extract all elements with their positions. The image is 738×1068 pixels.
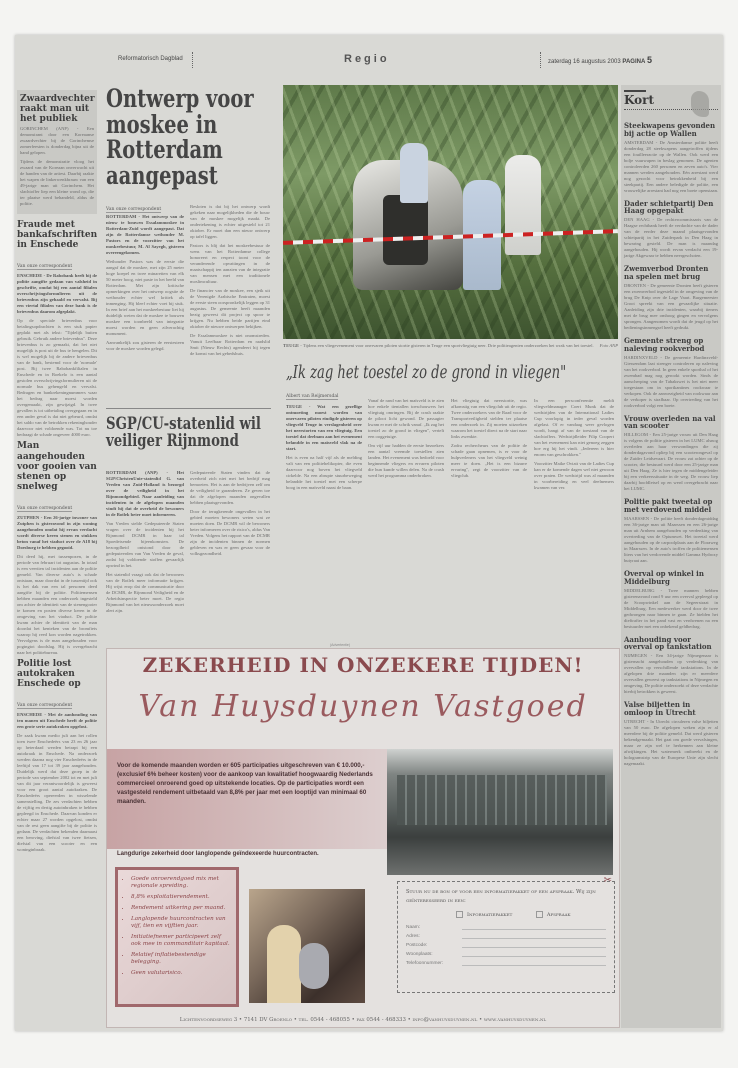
ad-intro: [107, 749, 391, 849]
benefit-item: • 8,8% exploitatierendement.: [131, 894, 232, 901]
child-figure: [299, 943, 329, 989]
article-lead: ROTTERDAM - Het ontwerp van de nieuw te bouwen Essalammoskee in Rotterdam-Zuid wordt aangepast. Dat zijn de Rotterdamse wethouder M. Pastors en de voorzitter van het moskeebestuur, M. Al Sayegh, gisteren overeengekomen.: [106, 214, 184, 255]
quote-col-2: [368, 398, 444, 642]
checkbox-afspraak[interactable]: [536, 912, 571, 918]
field-label: Postcode:: [406, 943, 428, 948]
family-photo: [249, 889, 365, 1003]
netherlands-map-icon: [691, 91, 709, 117]
item-title: Politie pakt tweetal op met verdovend middel: [624, 497, 713, 515]
scissors-icon: ✂: [603, 875, 612, 886]
benefit-item: • Geen valutarisico.: [131, 970, 232, 977]
caption-place: TEUGE: [283, 343, 300, 348]
article-lead: ENSCHEDE - De Rabobank heeft bij de politie aangifte gedaan van valsheid in geschrifte, omdat bij een aantal filialen overschrijvingsformulieren uit de brievenbus zijn gehaald en vervalst. Bij een viertal filialen van deze bank is de brievenbus daarom afgeplakt.: [17, 273, 97, 315]
kort-item: [624, 265, 718, 331]
article-lead: TEUGE - Wat een gezellige ontmoeting moest worden van onervaren piloten eindigde gisteren op vliegveld Teuge in verslagenheid over het neerstorten van een vliegtuig. Een toestel dat deelnam aan het evenement belandde in een maïsveld vlak na de start.: [286, 404, 362, 451]
coupon-heading: Stuur nu de bon of voor een informatiepakket of een afspraak. Wij zijn geïnteresseerd in een:: [406, 889, 596, 904]
ad-headline: ZEKERHEID IN ONZEKERE TIJDEN!: [142, 653, 584, 677]
item-body: DEN HAAG - De rechtercommissaris van de Haagse rechtbank heeft de verdachte van de dader van de eerder deze maand plaatsgevonden schietpartij in het Zuiderpark in Den Haag in bewaring gesteld. De man is maandag aangehouden. Hij wordt ervan verdacht een 19-jarige Akgewaar te hebben neergeschoten.: [624, 217, 718, 259]
quote-col-4: [534, 398, 614, 642]
article-paragraph: Om vijf uur hadden de eerste bezoekers een aantal vreemde toestellen zien landen. Het evenement was bedoeld voor beginnende vliegers en ervaren piloten die hun kunde willen delen. Na de crash werd het programma onderbroken.: [368, 443, 444, 478]
caption-text: Tijdens een vliegevenement voor onervaren piloten stortte gisteren in Teuge een sportvliegtuig neer. Drie politieagenten onderzoeken het wrak van het toestel.: [302, 343, 594, 348]
item-body: MIDDELBURG - Twee mannen hebben gisterenavond rond 9 uur een overval gepleegd op de Scoopwinkel aan de Segeerstraat in Middelburg. Een medewerker werd door de twee gedwongen naar binnen te gaan. Ze hielden het dieftrafter in het pand vast en verdwenen na een bestuurder met een onbekend geldbedrag.: [624, 587, 718, 629]
article-lead: GORINCHEM (ANP) - Een demonstrant door een Koreaanse zwaardvechter bij de Gorinchemse zomerfeesten is donderdag bijna uit de hand gelopen.: [20, 126, 94, 156]
article-paragraph: Wethouder Pastors was de eerste die aangaf dat de moskee, met zijn 25 meter hoge koepel en twee minaretten van elk 50 meter hoog, niet paste in het beeld van Rotterdam. Met zijn kritische opmerkingen over het ontwerp oogstte de wethouder echter wel kritiek als inmenging. Hij bleef echter voet bij stuk. In een brief aan het moskeebestuur liet hij duidelijk weten dat de moskee te bouwen moskee een toonbeeld van integratie moest worden en geen zilverachtig monument.: [106, 259, 184, 336]
crash-photo: [283, 85, 618, 339]
article-autokraken: [17, 659, 97, 853]
office-building-photo: [387, 749, 613, 875]
newspaper-name: Reformatorisch Dagblad: [118, 56, 183, 62]
page-number: 5: [646, 55, 652, 65]
item-title: Dader schietpartij Den Haag opgepakt: [624, 198, 714, 216]
article-paragraph: Het statenlid vraagt ook dat de bewoners van de Botlek meer informatie krijgen. Hij wijst erop dat de communicatie door de DCMR, de Rijnmond Veiligheid en de Arbeidsinspectie beter moet. De regio Rijnmond van het nieuwsonderzoek moet alert zijn.: [106, 572, 184, 613]
photo-credit: Foto ANP: [599, 343, 618, 348]
section-title: Regio: [344, 53, 390, 65]
kort-item: [624, 337, 718, 409]
article-paragraph: Gedeputeerde Staten vinden dat de overheid zich niet met het bedrijf mag bemoeien. Het is aan de bedrijven zelf om de veiligheid te garanderen. Ze geven toe dat de afgelopen maanden ongevallen hebben plaatsgevonden.: [190, 470, 270, 505]
checkbox-informatiepakket[interactable]: [456, 912, 512, 918]
article-body: Tijdens de demonstratie vloog het zwaard van de Koreaan onverwacht uit de handen van de artiest. Daarbij raakte het wapen de linkerwenkbrauw van een 49-jarige man uit Gorinchem. Het slachtoffer liep een kleine wond op, die ter plaatse werd behandeld, aldus de politie.: [20, 159, 94, 207]
article-lead: ZUTPHEN - Een 26-jarige inwoner van Zutphen is gisteravond in zijn woning aangehouden omdat hij ervan verdacht wordt diverse keren stenen en stukken beton vanaf het viaduct over de A18 bij Doesburg te hebben gegooid.: [17, 514, 97, 550]
divider: [540, 52, 541, 68]
byline: Van onze correspondent: [17, 505, 73, 511]
benefit-item: • Initiatiefnemer participeert zelf ook mee in commanditair kapitaal.: [131, 934, 232, 948]
article-body: Op de speciale brievenbus voor betalingsopdrachten is een stuk papier geplakt met als tekst: "Tijdelijk buiten gebruik. Gebruik andere brievenbus". Deze brievenbus is zo gemaakt, dat het niet mogelijk is post uit de bus te hengelen. Dit is wel mogelijk bij de andere brievenbus van de bank, bestemd voor de 'normale' post. Bij twee Rabobankfilialen in Enschede en in Boekelo is een aantal gestolen overschrijvingsformulieren uit de normale bus gehengeld en vervalst. Bedragen en bankrekeningnummers waar het bedrag naar moest worden overgemaakt, zijn gewijzigd. In twee gevallen is tot uitbetaling overgegaan en in een ander geval is dat niet gebeurd, omdat het saldo van de betrokken rekeninghouder daarvoor niet voldoende was. Tot nu toe bedraagt de schade ongeveer 4000 euro.: [17, 318, 97, 438]
article-zwaardvechter: [17, 90, 97, 214]
byline: Van onze correspondent: [106, 207, 162, 212]
ad-tagline: Langdurige zekerheid door langlopende geïndexeerde huurcontracten.: [117, 851, 319, 857]
ad-benefits-box: [115, 867, 239, 1007]
article-paragraph: Vanaf de rand van het maïsveld is te zien hoe enkele tientallen toeschouwers het vliegtuig omringen. Bij de crash raakte de piloot licht gewond. De passagier kwam er met de schrik vanaf. „Ik zag het toestel zo de grond in vliegen", vertelt een ooggetuige.: [368, 398, 444, 439]
divider: [192, 52, 193, 68]
photo-caption: TEUGE - Tijdens een vliegevenement voor onervaren piloten stortte gisteren in Teuge een sportvliegtuig neer. Drie politieagenten onderzoeken het wrak van het toestel. Foto ANP: [283, 343, 618, 348]
byline: Van onze correspondent: [17, 703, 73, 709]
main-article-col-1: [106, 214, 184, 404]
item-title: Steekwapens gevonden bij actie op Wallen: [624, 121, 716, 138]
name-field[interactable]: [398, 921, 614, 930]
benefit-item: • Rendement uitkering per maand.: [131, 905, 232, 912]
sgp-headline: SGP/CU-statenlid wil veiliger Rijnmond: [106, 414, 261, 452]
article-title: Politie lost autokraken Enschede op: [17, 658, 81, 690]
item-title: Vrouw overleden na val van scooter: [624, 413, 716, 431]
date: zaterdag 16 augustus 2003: [548, 59, 621, 65]
item-body: MAARSSEN - De politie heeft donderdagmiddag een 36-jarige man uit Maarssen en een 26-jarige man uit Arnhem aangehouden op verdenking van overtreding van de Opiumwet. Het tweetal werd aangehouden op de carpoolplaats aan de Floraweg in Maarssen. In de auto's troffen de politiemensen liters van het verdovende middel Gamma Hydroxy butyraat aan.: [624, 515, 718, 563]
item-body: DRONTEN - De gemeente Dronten heeft gisteren een zwemverbod ingesteld in de omgeving van de brug De Knip over de Lage Vaart. Burgemeester Groot spreekt van een gevaarlijke situatie. Aanleiding zijn drie incidenten, waarbij tieners met de brug mee omhoog gingen en vervolgens sprongen. Aangenomen wordt dat de jeugd op het bedieningsinmengsel heeft gedrukt.: [624, 282, 718, 330]
article-paragraph: Het vliegtuig dat neerstortte, was afkomstig van een vliegclub uit de regio. Twee onderzoekers van de Raad voor de Transportveiligheid stelden ter plaatse een onderzoek in. Zij moeten uitzoeken waarom het toestel direct na de start naar links zwenkte.: [451, 398, 527, 439]
ad-contact-footer: Lichtenvoordseweg 3 • 7141 DV Groenlo • tel. 0544 - 468055 • fax 0544 - 468333 • info@vanhuysduynen.nl • www.vanhuysduynen.nl: [179, 1017, 547, 1023]
phone-field[interactable]: [398, 957, 614, 966]
ad-intro-text: Voor de komende maanden worden er 605 participaties uitgeschreven van € 10.000,- (exclusief 6% beheer kosten) voor de aankoop van kwalitatief hoogwaardig Nederlands commercieel onroerend goed op uitstekende locaties. Op de participaties wordt een vastgesteld rendement uitbetaald van 8,8% per jaar met een looptijd van minimaal 60 maanden.: [117, 762, 373, 805]
coupon-options: [398, 906, 614, 921]
reply-coupon: [397, 875, 615, 993]
item-body: AMSTERDAM - De Amsterdamse politie heeft donderdag 28 steekwapens aangetroffen tijdens een fouilleeractie op de Wallen. Ook werd een bolje vuurwapen in beslag genomen. De agenten controleerden 260 personen en zeven auto's. Vier mannen werden aangehouden. Eén arrestant werd nog gezocht voor betrokkenheid bij een steekpartij. Een andere beledigde de politie, een vrouwelijke arrestant had nog een boete openstaan.: [624, 139, 719, 193]
item-title: Zwemverbod Dronten na spelen met brug: [624, 264, 709, 282]
postcode-field[interactable]: [398, 939, 614, 948]
option-label: Informatiepakket: [467, 912, 513, 918]
item-title: Aanhouding voor overval op tankstation: [624, 634, 712, 652]
article-paragraph: Voorzitter Maike Oviatt van de Ladies Cup kan er de komende dagen wel niet gewoon over praten. De wedstrijd was al maanden in voorbereiding en veel deelnemers kwamen van ver.: [534, 461, 614, 490]
police-officer: [505, 155, 541, 255]
item-title: Valse biljetten in omloop in Utrecht: [624, 700, 696, 718]
article-paragraph: Het is even na half vijf als de melding valt van een politiehelikopter, die even daarvoor nog boven het vliegveld cirkelde. Na een abrupte stuurbeweging belandde het toestel met een scherpe boog in een maïsveld naast de baan.: [286, 455, 362, 490]
kort-item: [624, 200, 718, 260]
field-label: Woonplaats:: [406, 952, 433, 957]
quote-headline: „Ik zag het toestel zo de grond in vliegen": [286, 363, 567, 383]
kort-item: [624, 415, 718, 493]
benefit-item: • Relatief inflatiebestendige belegging.: [131, 952, 232, 966]
field-label: Telefoonnummer:: [406, 961, 444, 966]
kort-column: [621, 85, 721, 1028]
benefit-item: • Goede onroerendgoed mix met regionale spreiding.: [131, 876, 232, 890]
address-field[interactable]: [398, 930, 614, 939]
ad-brand-logo: Van Huysduynen Vastgoed: [138, 689, 588, 724]
building-windows: [397, 775, 607, 825]
article-paragraph: Pastors is blij dat het moskeebestuur de wens van het Rotterdamse college honoreert en respect toont voor de veranderende opvattingen in de maatschappij ten aanzien van de integratie van mensen met een traditionele moslimcultuur.: [190, 243, 270, 284]
field-label: Naam:: [406, 925, 421, 930]
wreck-cockpit: [383, 195, 428, 265]
article-lead: ENSCHEDE - Met de aanhouding van ten manen uit Enschede heeft de politie een grote serie autokraken opgelost.: [17, 712, 97, 730]
page-label: PAGINA: [622, 59, 646, 65]
item-body: UTRECHT - In Utrecht circuleren valse biljetten van 50 euro. De afgelopen weken zijn er al meerdere bij de politie gemeld. Dat werd gisteren bekendgemaakt. Het gaat om goede vervalsingen, maar ze zijn wel te herkennen aan kleine afwijkingen. Het watermerk ontbreekt en de hologramstrip van de Europese Unie zijn slecht nagemaakt.: [624, 718, 718, 766]
main-headline: Ontwerp voor moskee in Rotterdam aangepast: [106, 84, 254, 190]
article-title: Fraude met bankafschriften in Enschede: [17, 220, 97, 251]
sgp-col-1: [106, 470, 184, 642]
ad-label: (Advertentie): [330, 643, 351, 647]
kort-item: [624, 636, 718, 696]
item-body: HILLEGOM - Een 25-jarige vrouw uit Den Haag is volgens de politie gisteren in het LUMC alsnog overleden aan haar verwondingen die zij donderdagavond opliep bij een scooterongeval op de Zuider Leidsevaart. De vrouw zat achter op de scooter, die bestuurd werd door een 25-jarige man uit Den Haag. Ze is hier tegen de middengeleider bij een verkeerssituatie in de weg. De vrouw liep daarbij hoofdletsel op en werd overgebracht naar het LUMC.: [624, 432, 718, 492]
item-title: Gemeente streng op naleving rookverbod: [624, 335, 705, 353]
article-title: Man aangehouden voor gooien van stenen op snelweg: [17, 441, 97, 492]
kort-item: [624, 701, 718, 767]
byline: Van onze correspondent: [17, 264, 73, 270]
article-paragraph: De financier van de moskee, een sjeik uit de Verenigde Arabische Emiraten, moest de eerste steen oorspronkelijk leggen op 31 augustus. De gemeente heeft maanden bezig geweest dit project op spoor te krijgen. Nu hebben beide partijen eind oktober de nieuwe ontwerpen bekijken.: [190, 288, 270, 329]
option-label: Afspraak: [546, 912, 571, 918]
article-stenen-snelweg: [17, 441, 97, 655]
item-title: Overval op winkel in Middelburg: [624, 568, 704, 586]
left-column: [17, 90, 97, 1028]
article-paragraph: Van Vreden stelde Gedeputeerde Staten vragen over de incidenten bij het Rijnmond DCMR in haar tal Spoedeisende bijeenkomsten. De bezorgdheid ontstond door de gedeputeerden van Van Vreden de geval, zodat bij voldoende stoffen gevaarlijk opwind in het.: [106, 521, 184, 568]
main-article-col-2: [190, 204, 270, 404]
city-field[interactable]: [398, 948, 614, 957]
advertisement: [106, 648, 620, 1028]
kort-item: [624, 570, 718, 630]
article-paragraph: Besloten is dat bij het ontwerp wordt gekeken naar mogelijkheden die de bouw van de moskee mogelijk maakt. De ondertekening is echter uitgesteld tot 21 oktober. Er moet dan een nieuw ontwerp op tafel liggen.: [190, 204, 270, 239]
field-label: Adres:: [406, 934, 420, 939]
article-body: De zaak kwam medio juli aan het rollen toen twee Enschedeërs van 23 en 26 jaar op heterdaad werden betrapt bij een autokraak in Enschede. Na onderzoek werden daarna nog vier Enschedeërs in de leeftijd van 17 tot 39 jaar aangehouden. Duidelijk werd dat deze groep in de periode van september 2002 tot en met juli van dit jaar verantwoordelijk is geweest voor een groot aantal autokraken. De Enschedeërs opereerden in wisselende samenstelling. De zes verdachten hebben de vijftig en dertig autoinbraken te hebben gepleegd in Enschede. Daarvan konden er echter maar 27 worden opgelost, omdat van de rest geen aangifte bij de politie is gedaan. De verdachten bekenden daarnaast een beroving, diefstal van twee fietsen, diefstal van een scooter en een woninginbraak.: [17, 733, 97, 853]
article-title: Zwaardvechter raakt man uit het publiek: [20, 94, 95, 125]
sgp-col-2: [190, 470, 270, 642]
article-body: Dit deed hij, met tussenpozen, in de periode van februari tot augustus. In totaal is een veertien tal incidenten aan de politie gemeld. Van diverse auto's is schade ontstaan, maar doordat in de tussentijd ook is het dak van een tal personen deed aangifte bij de politie. Politiemensen hebben maanden een onderzoek ingesteld om achter de identiteit van de stenengooier te komen en posten diverse keren in de omgeving van het viaduct. De politie kwam achter de identiteit van de man doordat het kenteken van de bromfiets waarop hij reed kon worden nagetrokken. Vervolgens is de man aangehouden voor pogingtot doodslag. Hij is overgebracht naar het politiebureau.: [17, 553, 97, 655]
article-paragraph: Aanvankelijk zou gisteren de eerstesteen voor de moskee worden gelegd.: [106, 340, 184, 351]
woman-figure: [267, 925, 301, 1003]
article-paragraph: In een persconferentie meldt vliegveldmanager Coert Munk dat de wedstrijden van de International Ladies Cup voorlopig in ieder geval worden afgelast. Of er vandaag weer gevlogen wordt, hangt af van de toestand van de slachtoffers. Wedstrijdleider Filip Coopert van het evenement kan niet genoeg zeggen hoe erg hij het vindt. „Iedereen is hier enorm van geschrokken.": [534, 398, 614, 457]
quote-col-3: [451, 398, 527, 642]
article-lead: ROTTERDAM (ANP) - Het SGP/ChristenUnie-statenlid G. van Vreden van Zuid-Holland is bezorgd over de veiligheid in het Rijnmondgebied. Naar aanleiding van incidenten in de afgelopen maanden vindt hij dat de overheid de bewoners in de Botlek beter moet informeren.: [106, 470, 184, 517]
article-fraude: [17, 220, 97, 438]
item-body: NIJMEGEN - Een 34-jarige Nijmegenaar is gisternacht aangehouden op verdenking van overvallen op verschillende tankstations. In de afgelopen drie maanden zijn er meerdere overvallen geweest op tankstations in Nijmegen en omgeving. De politie onderzoekt of deze verdachte hierbij betrokken is geweest.: [624, 653, 719, 695]
kort-item: [624, 122, 718, 194]
byline: Albert van Reijmersdal: [286, 394, 339, 399]
kort-title: Kort: [624, 93, 655, 107]
article-paragraph: Zodra rechercheurs van de politie de schade gaan opnemen, is er voor de hulpverleners van het vliegveld weinig meer te doen. „Het is een bizarre ervaring", zegt de voorzitter van de vliegclub.: [451, 443, 527, 478]
article-paragraph: Door de terugkerende ongevallen in het gebied moeten bewoners weten wat ze moeten doen. De DCMR wil de bewoners beter informeren over de risico's, aldus Van Vreden. Volgens het rapport van de DCMR zijn de incidenten binnen de normen gebleven en was er geen gevaar voor de volksgezondheid.: [190, 509, 270, 556]
kort-rule: [624, 90, 646, 92]
quote-col-1: [286, 404, 362, 642]
article-paragraph: De Essalammoskee is niet onomstreden. Vanuit Leefbaar Rotterdam en raadslid Smit (Nieuw Rechts) agendeert hij tegen de komst van het gebedshuis.: [190, 333, 270, 356]
divider: [106, 408, 271, 409]
benefit-item: • Langlopende huurcontracten van vijf, tien en vijftien jaar.: [131, 916, 232, 930]
police-officer: [400, 143, 428, 203]
item-body: HARDINXVELD - De gemeente Hardinxveld-Giessendam laat strenger controleren op naleving van het rookverbod. In geen enkele sporthal of het zwembad mag nog gerookt worden. Sinds de aanscherping van de Tabakswet is het niet meer toegestaan om in sportkantines rookwaar te verkopen. Ook de aanwezigheid van rookwaar aan de verkoper is strafbaar. Op overtreding van het rookverbod volgt een boete.: [624, 354, 718, 408]
page-date-line: [548, 55, 652, 65]
kort-item: [624, 498, 718, 564]
